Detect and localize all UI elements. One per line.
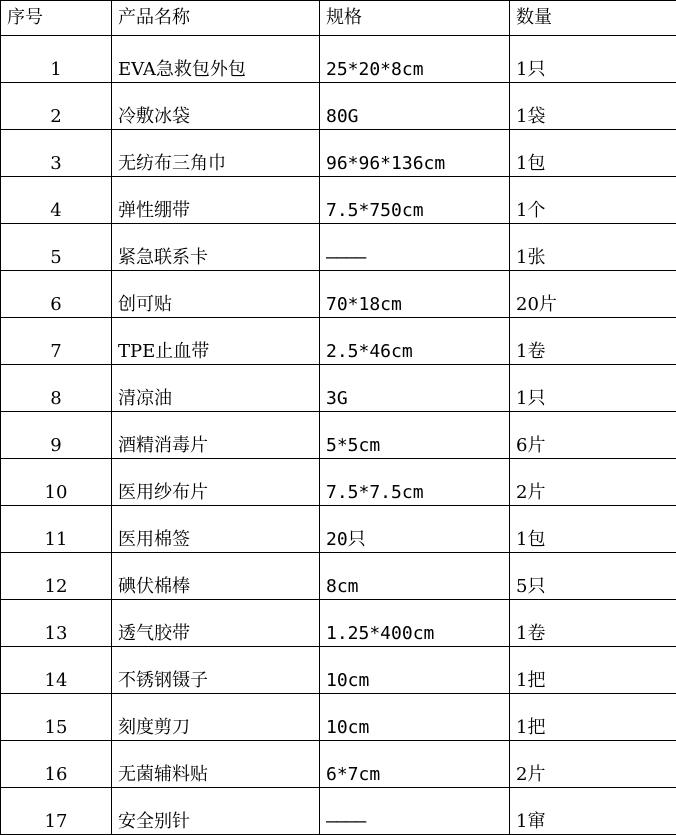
cell-spec[interactable]: 2.5*46cm (320, 318, 510, 365)
cell-name[interactable]: 创可贴 (112, 271, 320, 318)
cell-spec[interactable]: 8cm (320, 553, 510, 600)
cell-qty[interactable]: 1卷 (510, 600, 676, 647)
table-row (1, 506, 676, 553)
cell-no[interactable]: 8 (1, 365, 112, 412)
header-row (1, 1, 676, 36)
cell-spec[interactable]: 20只 (320, 506, 510, 553)
header-spec[interactable]: 规格 (320, 1, 510, 36)
cell-no[interactable]: 2 (1, 83, 112, 130)
table-row (1, 224, 676, 271)
table-body (1, 36, 676, 835)
header-name[interactable]: 产品名称 (112, 1, 320, 36)
cell-name[interactable]: 弹性绷带 (112, 177, 320, 224)
header-no[interactable]: 序号 (1, 1, 112, 36)
cell-name[interactable]: 碘伏棉棒 (112, 553, 320, 600)
table-row (1, 459, 676, 506)
table-row (1, 600, 676, 647)
cell-no[interactable]: 14 (1, 647, 112, 694)
cell-no[interactable]: 7 (1, 318, 112, 365)
cell-qty[interactable]: 1把 (510, 647, 676, 694)
cell-name[interactable]: 透气胶带 (112, 600, 320, 647)
cell-spec[interactable]: 1.25*400cm (320, 600, 510, 647)
cell-qty[interactable]: 20片 (510, 271, 676, 318)
cell-name[interactable]: 无菌辅料贴 (112, 741, 320, 788)
table-row (1, 177, 676, 224)
cell-no[interactable]: 1 (1, 36, 112, 83)
cell-qty[interactable]: 1窜 (510, 788, 676, 835)
cell-name[interactable]: 无纺布三角巾 (112, 130, 320, 177)
cell-no[interactable]: 10 (1, 459, 112, 506)
table-row (1, 694, 676, 741)
cell-qty[interactable]: 1袋 (510, 83, 676, 130)
cell-qty[interactable]: 2片 (510, 459, 676, 506)
cell-qty[interactable]: 1卷 (510, 318, 676, 365)
cell-no[interactable]: 16 (1, 741, 112, 788)
cell-no[interactable]: 9 (1, 412, 112, 459)
cell-spec[interactable]: 96*96*136cm (320, 130, 510, 177)
cell-qty[interactable]: 1张 (510, 224, 676, 271)
cell-name[interactable]: 医用纱布片 (112, 459, 320, 506)
table-row (1, 271, 676, 318)
cell-no[interactable]: 3 (1, 130, 112, 177)
cell-name[interactable]: 不锈钢镊子 (112, 647, 320, 694)
table-row (1, 36, 676, 83)
cell-spec[interactable]: 25*20*8cm (320, 36, 510, 83)
table-row (1, 788, 676, 835)
cell-no[interactable]: 11 (1, 506, 112, 553)
cell-qty[interactable]: 2片 (510, 741, 676, 788)
cell-name[interactable]: 安全别针 (112, 788, 320, 835)
cell-name[interactable]: EVA急救包外包 (112, 36, 320, 83)
cell-spec[interactable]: 3G (320, 365, 510, 412)
cell-spec[interactable]: ———— (320, 224, 510, 271)
cell-qty[interactable]: 1个 (510, 177, 676, 224)
cell-spec[interactable]: 7.5*750cm (320, 177, 510, 224)
cell-spec[interactable]: 10cm (320, 694, 510, 741)
cell-name[interactable]: 刻度剪刀 (112, 694, 320, 741)
cell-spec[interactable]: 6*7cm (320, 741, 510, 788)
cell-name[interactable]: TPE止血带 (112, 318, 320, 365)
table-row (1, 553, 676, 600)
table-row (1, 318, 676, 365)
cell-no[interactable]: 5 (1, 224, 112, 271)
cell-name[interactable]: 医用棉签 (112, 506, 320, 553)
cell-spec[interactable]: ———— (320, 788, 510, 835)
cell-no[interactable]: 13 (1, 600, 112, 647)
table-row (1, 365, 676, 412)
header-qty[interactable]: 数量 (510, 1, 676, 36)
cell-name[interactable]: 清凉油 (112, 365, 320, 412)
cell-qty[interactable]: 1只 (510, 36, 676, 83)
cell-qty[interactable]: 5只 (510, 553, 676, 600)
cell-no[interactable]: 4 (1, 177, 112, 224)
table-row (1, 83, 676, 130)
cell-qty[interactable]: 1只 (510, 365, 676, 412)
cell-no[interactable]: 6 (1, 271, 112, 318)
cell-spec[interactable]: 5*5cm (320, 412, 510, 459)
cell-qty[interactable]: 1包 (510, 506, 676, 553)
cell-name[interactable]: 紧急联系卡 (112, 224, 320, 271)
cell-qty[interactable]: 1包 (510, 130, 676, 177)
cell-no[interactable]: 12 (1, 553, 112, 600)
cell-qty[interactable]: 1把 (510, 694, 676, 741)
cell-spec[interactable]: 10cm (320, 647, 510, 694)
table-row (1, 647, 676, 694)
cell-spec[interactable]: 70*18cm (320, 271, 510, 318)
cell-spec[interactable]: 7.5*7.5cm (320, 459, 510, 506)
cell-name[interactable]: 酒精消毒片 (112, 412, 320, 459)
table-row (1, 412, 676, 459)
cell-spec[interactable]: 80G (320, 83, 510, 130)
cell-qty[interactable]: 6片 (510, 412, 676, 459)
table-row (1, 130, 676, 177)
cell-name[interactable]: 冷敷冰袋 (112, 83, 320, 130)
cell-no[interactable]: 17 (1, 788, 112, 835)
cell-no[interactable]: 15 (1, 694, 112, 741)
table-row (1, 741, 676, 788)
